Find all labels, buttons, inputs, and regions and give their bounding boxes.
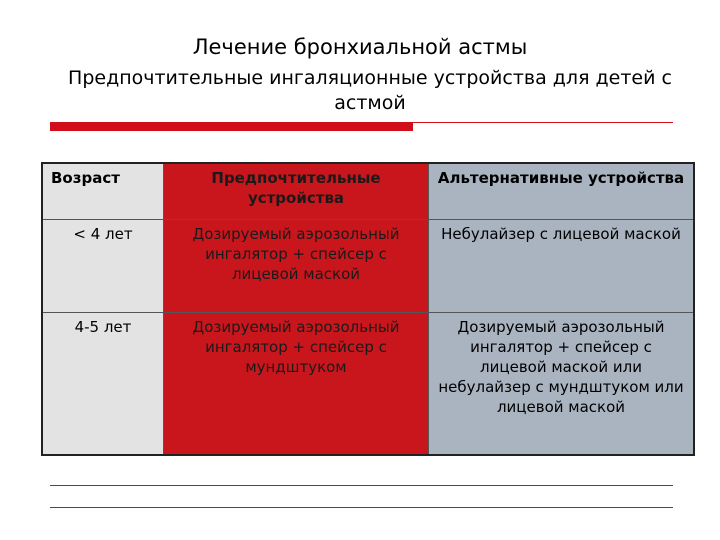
bottom-divider (50, 485, 673, 486)
cell-age: < 4 лет (42, 219, 164, 312)
cell-age: 4-5 лет (42, 312, 164, 455)
cell-preferred: Дозируемый аэрозольный ингалятор + спейсер с лицевой маской (164, 219, 429, 312)
inhaler-devices-table (41, 162, 695, 456)
table-row (42, 312, 694, 455)
table-row (42, 219, 694, 312)
header-age: Возраст (42, 163, 164, 219)
header-preferred: Предпочтительные устройства (164, 163, 429, 219)
table-header-row (42, 163, 694, 219)
top-divider-thick (50, 123, 413, 131)
slide-subtitle: Предпочтительные ингаляционные устройства для детей с астмой (68, 67, 672, 114)
cell-alternative: Дозируемый аэрозольный ингалятор + спейсер с лицевой маской или небулайзер с мундштуком или лицевой маской (429, 312, 695, 455)
header-alternative: Альтернативные устройства (429, 163, 695, 219)
slide-title: Лечение бронхиальной астмы (192, 35, 528, 59)
cell-alternative: Небулайзер с лицевой маской (429, 219, 695, 312)
bottom-divider-2 (50, 507, 673, 508)
cell-preferred: Дозируемый аэрозольный ингалятор + спейсер с мундштуком (164, 312, 429, 455)
